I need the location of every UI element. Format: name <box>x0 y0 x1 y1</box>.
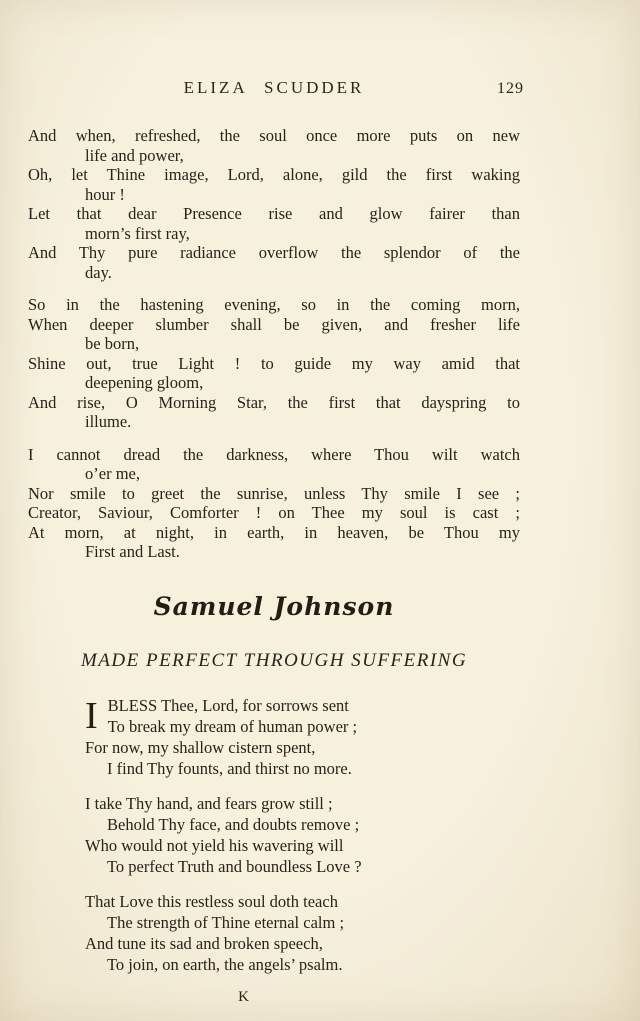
poem-line: So in the hastening evening, so in the coming morn, <box>28 295 520 314</box>
poem-eliza-scudder-continuation <box>28 126 520 562</box>
stanza <box>85 695 520 779</box>
printers-signature-mark: K <box>238 988 250 1005</box>
poem-line: morn’s first ray, <box>85 223 190 243</box>
stanza <box>85 793 520 877</box>
poem-line: hour ! <box>85 184 125 204</box>
author-heading: Samuel Johnson <box>153 591 395 621</box>
poem-line: Who would not yield his wavering will <box>85 835 344 855</box>
poem-line: Let that dear Presence rise and glow fairer than <box>28 204 520 223</box>
poem-line: illume. <box>85 412 132 431</box>
poem-line: be born, <box>85 334 140 353</box>
poem-line: At morn, at night, in earth, in heaven, be Thou my <box>28 522 520 542</box>
poem-line: First and Last. <box>85 542 180 561</box>
stanza <box>28 445 520 562</box>
page-header <box>28 78 524 102</box>
poem-made-perfect-through-suffering <box>85 695 520 975</box>
poem-line: And Thy pure radiance overflow the splendor of the <box>28 243 520 262</box>
poem-line: I cannot dread the darkness, where Thou wilt watch <box>28 444 520 464</box>
poem-title: MADE PERFECT THROUGH SUFFERING <box>80 649 468 671</box>
poem-line: To join, on earth, the angels’ psalm. <box>107 954 343 974</box>
stanza <box>28 295 520 432</box>
poem-line: Creator, Saviour, Comforter ! on Thee my soul is cast ; <box>28 503 520 522</box>
poem-line: o’er me, <box>85 464 140 483</box>
poem-line: For now, my shallow cistern spent, <box>85 737 316 757</box>
poem-line: Oh, let Thine image, Lord, alone, gild the first waking <box>28 165 520 184</box>
poem-line: Shine out, true Light ! to guide my way amid that <box>28 353 520 373</box>
poem-line: That Love this restless soul doth teach <box>85 891 338 911</box>
poem-line: And tune its sad and broken speech, <box>85 933 323 953</box>
page-number: 129 <box>497 80 524 97</box>
poem-line: deepening gloom, <box>85 373 204 392</box>
poem-line: I find Thy founts, and thirst no more. <box>107 758 352 778</box>
poem-line: I take Thy hand, and fears grow still ; <box>85 793 333 813</box>
poem-line: BLESS Thee, Lord, for sorrows sent <box>107 695 349 715</box>
page-content <box>28 0 524 1006</box>
poem-line: And rise, O Morning Star, the first that dayspring to <box>28 392 520 412</box>
running-title: ELIZA SCUDDER <box>183 78 365 97</box>
poem-line: Behold Thy face, and doubts remove ; <box>107 814 360 834</box>
poem-line: day. <box>85 262 112 282</box>
poem-line: When deeper slumber shall be given, and fresher life <box>28 314 520 334</box>
poem-line: To break my dream of human power ; <box>107 716 358 736</box>
poem-line: And when, refreshed, the soul once more puts on new <box>28 126 520 145</box>
poem-line: The strength of Thine eternal calm ; <box>107 912 345 932</box>
poem-line: To perfect Truth and boundless Love ? <box>107 856 362 876</box>
drop-cap: I <box>85 694 98 737</box>
poem-line: Nor smile to greet the sunrise, unless Thy smile I see ; <box>28 483 520 503</box>
stanza <box>28 126 520 282</box>
poem-line: life and power, <box>85 145 184 165</box>
stanza <box>85 891 520 975</box>
